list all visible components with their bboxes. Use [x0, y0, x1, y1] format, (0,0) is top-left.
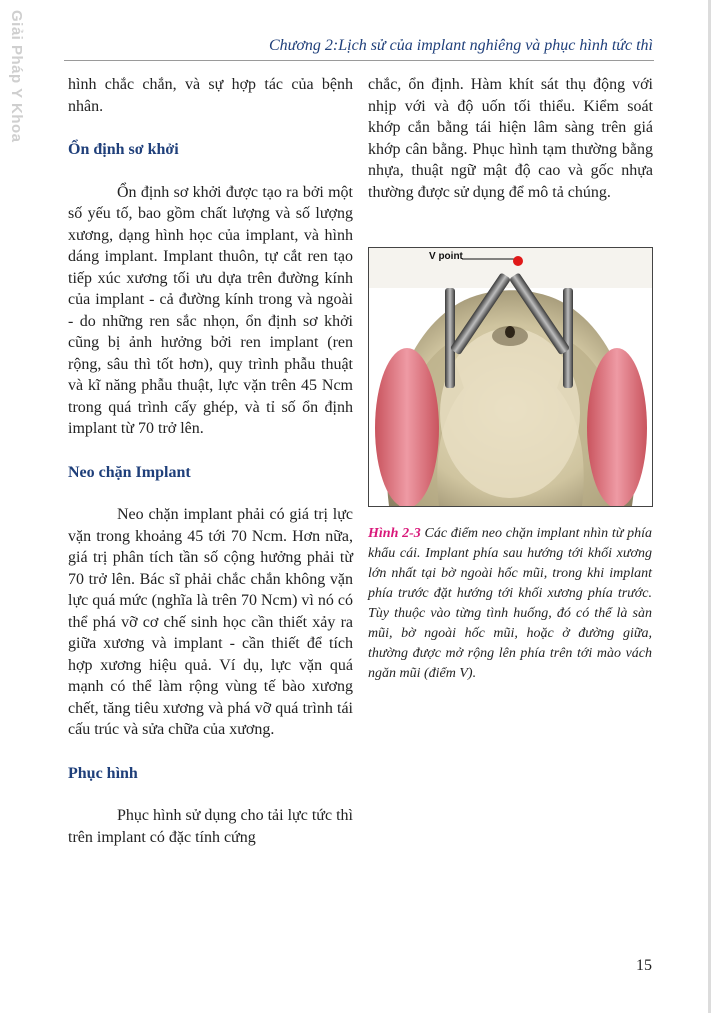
side-tab-label: Giải Pháp Y Khoa [8, 10, 25, 143]
section-heading-primary-stability: Ổn định sơ khởi [68, 141, 179, 158]
section-heading-prosthesis: Phục hình [68, 764, 138, 782]
page-number: 15 [636, 957, 652, 974]
section-paragraph-prosthesis: Phục hình sử dụng cho tải lực tức thì trên implant có đặc tính cứng [68, 807, 353, 846]
figure-caption-label: Hình 2-3 [368, 526, 421, 541]
side-tab [8, 10, 30, 143]
page-edge-rule [708, 0, 711, 1013]
running-header: Chương 2:Lịch sử của implant nghiêng và phục hình tức thì [268, 37, 653, 54]
figure-caption [368, 524, 652, 684]
section-paragraph-primary-stability: Ổn định sơ khởi được tạo ra bởi một số yếu tố, bao gồm chất lượng và số lượng xương, dạng hình học của implant, và hình dáng implant. Implant thuôn, tự cắt ren tạo tiếp xúc xương tối ưu dựa trên đường kính của implant - cả đường kính trong và ngoài - do những ren sắc nhọn, ổn định sơ khởi cũng bị ảnh hưởng bởi ren implant (ren rộng, sâu thì tốt hơn), quy trình phẫu thuật và kĩ năng phẫu thuật, lực vặn trên 45 Ncm trong quá trình cấy ghép, và tỉ số ổn định implant từ 70 trở lên. [68, 183, 353, 437]
section-paragraph-anchorage: Neo chặn implant phải có giá trị lực vặn trong khoảng 45 tới 70 Ncm. Hơn nữa, giá trị phân tích tần số cộng hưởng phải từ 70 trở lên. Bác sĩ phải chắc chắn không vặn lực quá mức (nghĩa là trên 70 Ncm) vì nó có thể phá vỡ cơ chế sinh học cần thiết xảy ra giữa xương và implant - cần thiết để tích hợp xương hiệu quả. Ví dụ, lực vặn quá mạnh có thể làm rộng vùng tế bào xương chết, tăng tiêu xương và phá vỡ quá trình tái cấu trúc và sửa chữa của xương. [68, 506, 353, 738]
right-paragraph: chắc, ổn định. Hàm khít sát thụ động với nhịp với và độ uốn tối thiểu. Kiểm soát khớp cắn bằng tái hiện lâm sàng trên giá khớp cân bằng. Phục hình tạm thường bằng nhựa, thuật ngữ mật độ cao và gốc nhựa thường được sử dụng để mô tả chúng. [368, 76, 653, 201]
section-heading-anchorage: Neo chặn Implant [68, 463, 191, 481]
figure-caption-text: Các điểm neo chặn implant nhìn từ phía khẩu cái. Implant phía sau hướng tới khối xương lớn nhất tại bờ ngoài hốc mũi, trong khi implant phía trước đặt hướng tới khối xương phía trước. Tùy thuộc vào từng tình huống, đó có thể là sàn mũi, bờ ngoài hốc mũi, hoặc ở đường giữa, thường được mở rộng lên phía trên tới mào vách ngăn mũi (điểm V). [368, 526, 653, 681]
intro-paragraph: hình chắc chắn, và sự hợp tác của bệnh nhân. [68, 76, 353, 115]
figure-label-v-point: V point [429, 251, 463, 262]
right-column [368, 74, 653, 203]
figure-implant-illustration [368, 247, 653, 507]
header-divider [64, 60, 654, 61]
left-column [68, 74, 353, 848]
